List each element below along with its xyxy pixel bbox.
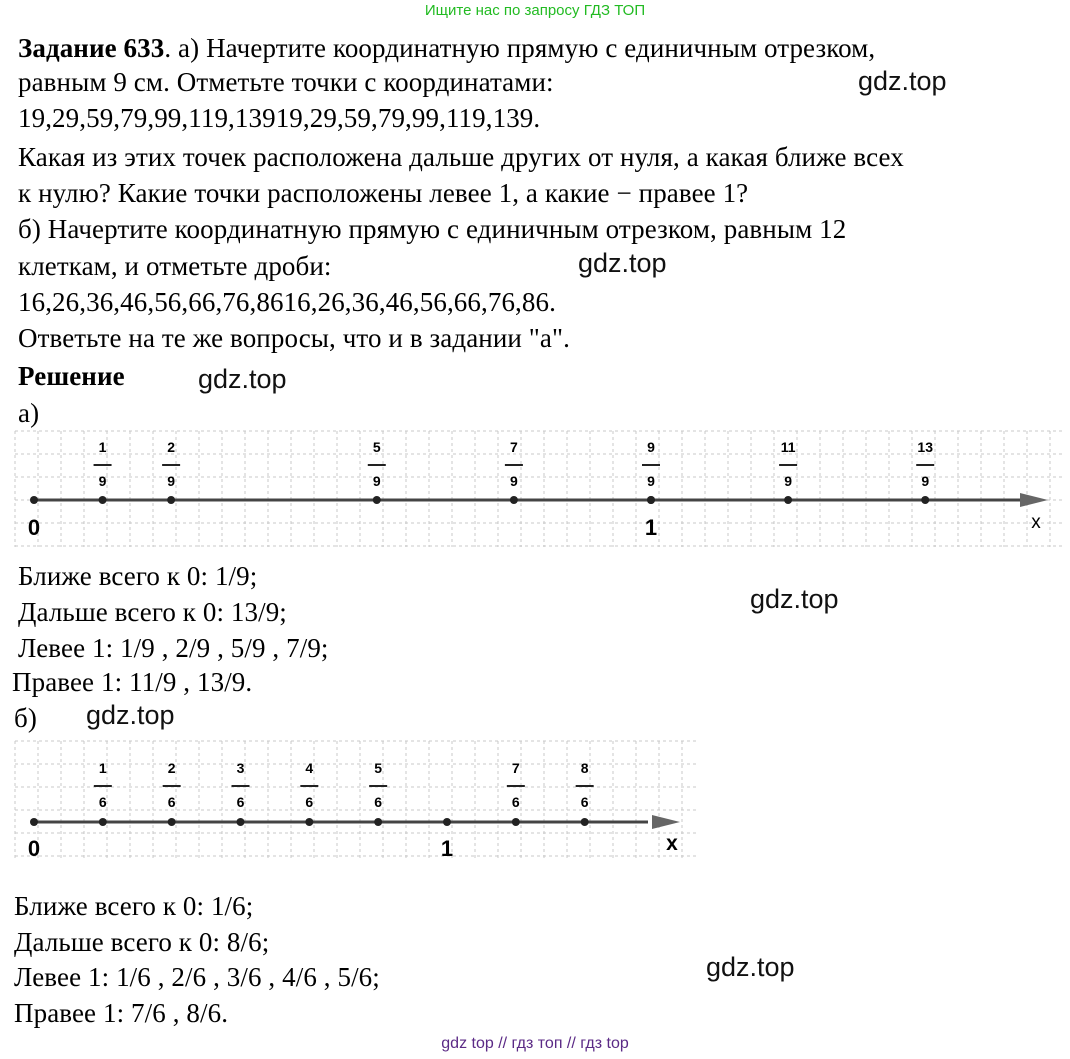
mark-b-denominator: 6 — [305, 794, 314, 810]
point-one-b — [443, 818, 451, 826]
watermark: gdz.top — [750, 584, 839, 614]
solution-heading: Решение — [18, 361, 125, 391]
answer-b-4: Правее 1: 7/6 , 8/6. — [14, 998, 229, 1028]
watermark: gdz.top — [86, 700, 175, 730]
task-line-1 — [18, 32, 875, 64]
mark-b-denominator: 6 — [98, 794, 107, 810]
one-label-a: 1 — [644, 515, 658, 540]
watermark: gdz.top — [706, 952, 795, 982]
mark-a-numerator: 7 — [509, 439, 518, 455]
grid-b — [15, 741, 697, 861]
task-line-1-text: . а) Начертите координатную прямую с единичным отрезком, — [164, 33, 876, 63]
part-a-label: а) — [18, 398, 40, 428]
mark-a-point — [510, 496, 518, 504]
axis-arrow-b — [652, 815, 680, 829]
mark-b-denominator: 6 — [167, 794, 176, 810]
task-line-8: 16,26,36,46,56,66,76,8616,26,36,46,56,66,76,86. — [18, 287, 556, 317]
mark-a-numerator: 5 — [372, 439, 381, 455]
part-b-label: б) — [14, 703, 37, 733]
axis-label-a: x — [1031, 512, 1041, 533]
answer-a-1: Ближе всего к 0: 1/9; — [18, 561, 258, 591]
answer-a-2: Дальше всего к 0: 13/9; — [18, 597, 287, 627]
mark-b-numerator: 2 — [167, 760, 176, 776]
point-zero-b — [30, 818, 38, 826]
mark-b-numerator: 4 — [305, 760, 314, 776]
task-line-6: б) Начертите координатную прямую с единичным отрезком, равным 12 — [18, 214, 847, 244]
task-line-9: Ответьте на те же вопросы, что и в задании "а". — [18, 323, 570, 353]
answer-b-3: Левее 1: 1/6 , 2/6 , 3/6 , 4/6 , 5/6; — [14, 962, 380, 992]
mark-a-denominator: 9 — [784, 473, 793, 489]
mark-a-point — [647, 496, 655, 504]
number-line-a — [0, 425, 1070, 550]
mark-b-numerator: 5 — [374, 760, 383, 776]
watermark: gdz.top — [578, 248, 667, 278]
mark-a-numerator: 1 — [98, 439, 107, 455]
mark-a-numerator: 9 — [647, 439, 655, 455]
answer-a-4: Правее 1: 11/9 , 13/9. — [12, 667, 253, 697]
mark-a-numerator: 11 — [780, 439, 796, 455]
mark-b-numerator: 7 — [511, 760, 520, 776]
mark-a-denominator: 9 — [647, 473, 655, 489]
axis-arrow-a — [1020, 493, 1048, 507]
mark-b-point — [374, 818, 382, 826]
mark-b-point — [512, 818, 520, 826]
mark-b-point — [305, 818, 313, 826]
number-line-b — [0, 735, 1070, 865]
mark-a-point — [921, 496, 929, 504]
mark-b-numerator: 1 — [98, 760, 107, 776]
task-line-4: Какая из этих точек расположена дальше других от нуля, а какая ближе всех — [18, 142, 904, 172]
mark-a-denominator: 9 — [167, 473, 176, 489]
mark-b-denominator: 6 — [580, 794, 589, 810]
footer-links[interactable]: gdz top // гдз топ // гдз top — [441, 1035, 629, 1052]
mark-a-denominator: 9 — [372, 473, 381, 489]
mark-b-numerator: 8 — [580, 760, 589, 776]
watermark: gdz.top — [198, 364, 287, 394]
task-line-5: к нулю? Какие точки расположены левее 1, а какие − правее 1? — [18, 178, 749, 208]
point-zero-a — [30, 496, 38, 504]
answer-b-2: Дальше всего к 0: 8/6; — [14, 927, 270, 957]
mark-b-point — [237, 818, 245, 826]
mark-b-denominator: 6 — [374, 794, 383, 810]
one-label-b: 1 — [440, 836, 454, 861]
mark-b-denominator: 6 — [236, 794, 245, 810]
mark-a-point — [99, 496, 107, 504]
mark-b-point — [581, 818, 589, 826]
mark-a-denominator: 9 — [98, 473, 107, 489]
mark-a-point — [167, 496, 175, 504]
top-banner[interactable]: Ищите нас по запросу ГДЗ ТОП — [424, 2, 646, 19]
zero-label-b: 0 — [27, 836, 41, 861]
mark-b-point — [168, 818, 176, 826]
answer-b-1: Ближе всего к 0: 1/6; — [14, 891, 254, 921]
mark-a-point — [784, 496, 792, 504]
answer-a-3: Левее 1: 1/9 , 2/9 , 5/9 , 7/9; — [18, 633, 329, 663]
marks-a — [94, 439, 935, 504]
mark-a-numerator: 13 — [917, 439, 934, 455]
task-line-2: равным 9 см. Отметьте точки с координатами: — [18, 67, 554, 97]
mark-a-denominator: 9 — [921, 473, 930, 489]
axis-label-b: x — [666, 832, 678, 855]
mark-b-numerator: 3 — [236, 760, 245, 776]
zero-label-a: 0 — [27, 515, 41, 540]
mark-a-numerator: 2 — [167, 439, 176, 455]
task-line-7: клеткам, и отметьте дроби: — [18, 251, 332, 281]
task-line-3: 19,29,59,79,99,119,13919,29,59,79,99,119,139. — [18, 103, 541, 133]
task-title: Задание 633 — [18, 33, 165, 63]
marks-b — [94, 760, 594, 826]
mark-b-denominator: 6 — [511, 794, 520, 810]
mark-b-point — [99, 818, 107, 826]
mark-a-denominator: 9 — [509, 473, 518, 489]
watermark: gdz.top — [858, 66, 947, 96]
mark-a-point — [373, 496, 381, 504]
